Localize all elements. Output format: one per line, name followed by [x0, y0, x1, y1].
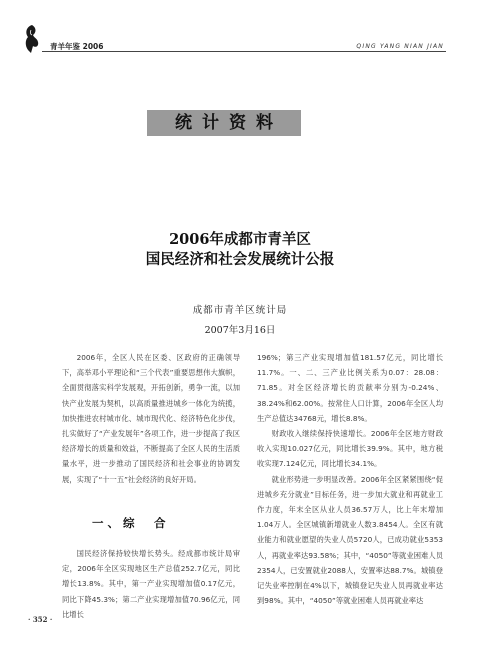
journal-title: 青羊年鉴 2006	[50, 42, 104, 51]
economy-paragraph: 国民经济保持较快增长势头。经成都市统计局审定，2006年全区实现地区生产总值252.7亿元，同比增长13.8%。其中，第一产业实现增加值0.17亿元，同比下降45.3%；第二产业实现增加值70.96亿元，同比增长	[62, 549, 240, 619]
employment-paragraph: 就业形势进一步明显改善。2006年全区紧紧围绕“促进城乡充分就业”目标任务，进一步加大就业和再就业工作力度，年末全区从业人员36.57万人，比上年末增加1.04万人。全区城镇新增就业人数3.8454人。全区有就业能力和就业愿望的失业人员5720人，已成功就业5353人，再就业率达93.58%；其中，“4050”等就业困难人员2354人，已安置就业2088人，安置率达88.7%。城镇登记失业率控制在4%以下，城镇登记失业人员再就业率达到98%。其中，“4050”等就业困难人员再就业率达	[257, 474, 443, 606]
page-number: · 352 ·	[28, 615, 53, 624]
left-column	[62, 350, 240, 487]
article-title-line2: 国民经济和社会发展统计公报	[145, 251, 335, 268]
journal-pinyin: QING YANG NIAN JIAN	[356, 43, 444, 50]
intro-paragraph: 2006年，全区人民在区委、区政府的正确领导下，高举邓小平理论和“三个代表”重要思想伟大旗帜，全面贯彻落实科学发展观，开拓创新，勇争一流，以加快产业发展为契机，以高质量推进城乡一体化为统揽，加快推进农村城市化、城市现代化、经济特色化步伐，扎实做好了“产业发展年”各项工作，进一步提高了我区经济增长的质量和效益，不断提高了全区人民的生活质量水平，进一步推动了国民经济和社会事业的协调发展，实现了“十一五”社会经济的良好开局。	[62, 353, 240, 484]
article-title-line1: 2006年成都市青羊区	[169, 231, 311, 248]
issue-date: 2007年3月16日	[204, 325, 276, 336]
industry-paragraph: 196%；第三产业实现增加值181.57亿元，同比增长11.7%。一、二、三产业比例关系为0.07：28.08：71.85。对全区经济增长的贡献率分别为-0.24%、38.24%和62.00%。按常住人口计算，2006年全区人均生产总值达34768元，增长8.8%。	[257, 353, 443, 423]
header-rule	[42, 51, 446, 52]
left-column-lower	[62, 546, 240, 622]
right-column	[257, 350, 443, 608]
finance-paragraph: 财政收入继续保持快速增长。2006年全区地方财政收入实现10.027亿元，同比增长39.9%。其中，地方税收实现7.124亿元，同比增长34.1%。	[257, 429, 443, 469]
banner-text: 统计资料	[175, 113, 283, 133]
section-heading: 一、综 合	[92, 516, 170, 530]
yearbook-logo-icon	[22, 24, 42, 54]
section-banner	[147, 110, 301, 136]
issuing-organization: 成都市青羊区统计局	[192, 305, 288, 316]
